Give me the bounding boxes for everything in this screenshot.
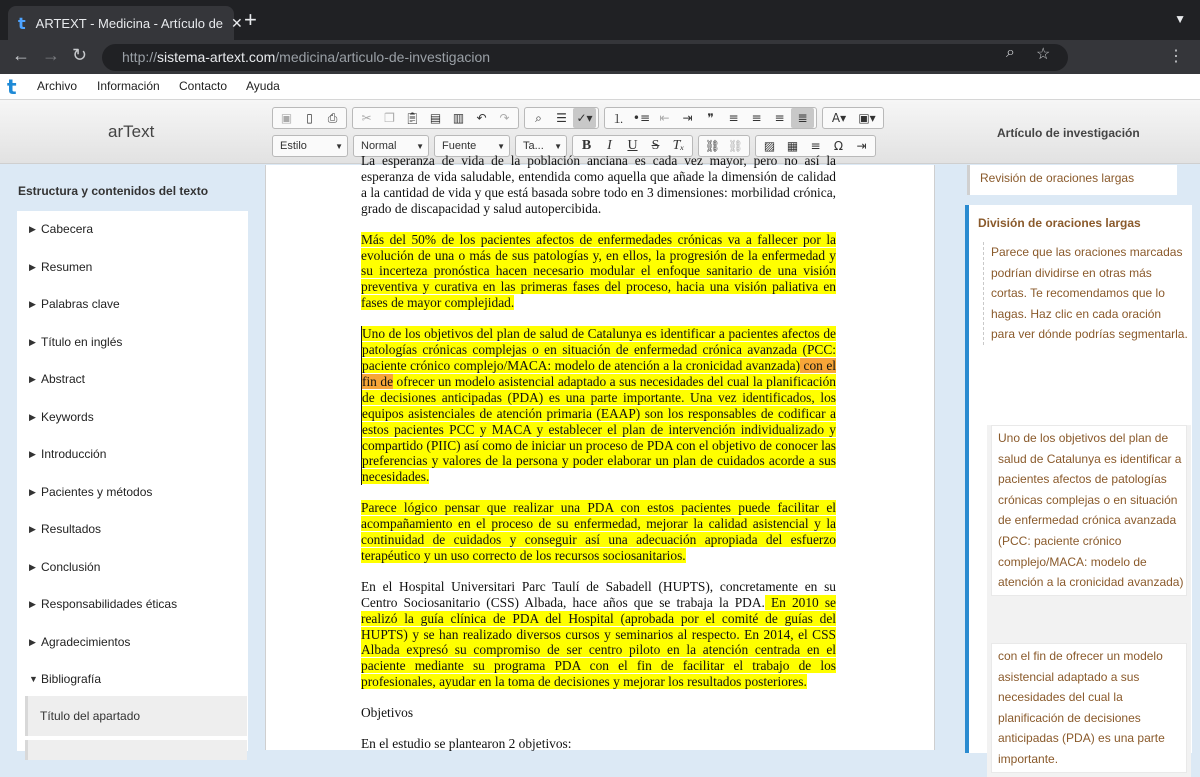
- caret-right-icon: ▶: [29, 261, 36, 272]
- clipboard-group: [352, 107, 519, 129]
- suggestion-label: Revisión de oraciones largas: [980, 171, 1135, 185]
- copy-icon[interactable]: ❐: [384, 111, 395, 125]
- section-label: Bibliografía: [41, 672, 102, 686]
- document-editor[interactable]: [265, 153, 935, 752]
- bold-icon[interactable]: B: [581, 138, 592, 153]
- section-label: Resultados: [41, 522, 102, 536]
- chevron-down-icon: ▼: [335, 141, 343, 151]
- remove-format-icon[interactable]: Tₓ: [672, 138, 685, 153]
- style-select-value: Estilo: [280, 140, 307, 152]
- caret-right-icon: ▶: [29, 299, 36, 309]
- outdent-icon[interactable]: ⇤: [659, 111, 670, 125]
- artext-logo-icon: t: [7, 75, 17, 99]
- artext-favicon-icon: t: [18, 13, 26, 33]
- section-resultados[interactable]: [17, 511, 248, 547]
- section-list: [17, 211, 248, 751]
- sentence[interactable]: En el Hospital Universitari Parc Taulí de Sabadell (HUPTS), concretamente en su Centro Sociosanitario (CSS) Albada, hace años que se trabaja la PDA.: [361, 578, 836, 610]
- section-palabras-clave[interactable]: [17, 286, 248, 322]
- align-center-icon[interactable]: ≡: [751, 111, 762, 125]
- caret-right-icon: ▶: [29, 411, 36, 422]
- paragraph[interactable]: [361, 326, 836, 485]
- bulleted-list-icon[interactable]: •≡: [632, 111, 651, 125]
- bookmark-star-icon[interactable]: ☆: [1036, 46, 1051, 63]
- font-select-value: Fuente: [442, 140, 477, 152]
- url-host: sistema-artext.com: [157, 49, 276, 65]
- caret-right-icon: ▶: [29, 336, 36, 347]
- paragraph[interactable]: [361, 579, 836, 690]
- caret-right-icon: ▶: [29, 561, 36, 572]
- image-icon[interactable]: ▨: [763, 139, 776, 153]
- menu-informacion[interactable]: Información: [97, 79, 160, 93]
- section-label: Cabecera: [41, 222, 94, 236]
- paragraph[interactable]: [361, 232, 836, 312]
- app-title: arText: [108, 122, 155, 141]
- italic-icon[interactable]: I: [607, 138, 612, 153]
- section-label: Introducción: [41, 447, 107, 461]
- special-char-icon[interactable]: Ω: [833, 139, 844, 153]
- background-color-icon[interactable]: ▣▾: [858, 111, 876, 125]
- caret-right-icon: ▶: [29, 449, 36, 459]
- caret-right-icon: ▶: [29, 224, 36, 234]
- address-bar[interactable]: [102, 44, 1068, 71]
- section-pacientes-metodos[interactable]: [17, 474, 248, 510]
- structure-panel-title: Estructura y contenidos del texto: [18, 184, 209, 198]
- suggestion-description: Parece que las oraciones marcadas podrían dividirse en otras más cortas. Te recomendamos que lo hagas. Haz clic en cada oración para ver dónde podrías segmentarla.: [983, 242, 1188, 345]
- strikethrough-icon[interactable]: S: [651, 138, 660, 153]
- zoom-icon[interactable]: ⌕: [1006, 44, 1015, 61]
- long-sentence-highlight[interactable]: En 2014, el CSS Albada expresó su compromiso de ser centro piloto en la atención centrada en el paciente mediante su programa PDA con el fin de facilitar el trabajo de los profesionales, ayudar en la toma de decisiones y mejorar los resultados posteriores.: [361, 626, 836, 690]
- section-responsabilidades[interactable]: [17, 586, 248, 622]
- chevron-down-icon: ▼: [416, 141, 424, 151]
- suggestion-card-title: División de oraciones largas: [978, 216, 1141, 230]
- section-label: Palabras clave: [41, 297, 120, 311]
- menu-ayuda[interactable]: Ayuda: [246, 79, 280, 93]
- spellcheck-icon[interactable]: ✓▾: [573, 108, 596, 128]
- close-tab-icon[interactable]: ✕: [231, 14, 243, 31]
- document-body[interactable]: [361, 153, 836, 767]
- long-sentence-highlight[interactable]: Más del 50% de los pacientes afectos de enfermedades crónicas va a fallecer por la evolución de una o más de sus patologías y, en ellos, la progresión de la enfermedad y su incerteza pronóstica hacen necesario modular el enfoque sanitario de una visión preventiva y curativa en las primeras fases del proceso, hacia una visión paliativa en fases de mayor complejidad.: [361, 231, 836, 311]
- url-prefix: http://: [122, 49, 158, 65]
- section-agradecimientos[interactable]: [17, 624, 248, 660]
- browser-menu-icon[interactable]: ⋮: [1168, 48, 1184, 65]
- unlink-icon[interactable]: ⛓: [727, 139, 744, 153]
- section-introduccion[interactable]: [17, 436, 248, 472]
- caret-right-icon: ▶: [29, 486, 36, 497]
- toolbar-row-1: [272, 106, 889, 130]
- menu-archivo[interactable]: Archivo: [37, 79, 78, 93]
- paste-word-icon[interactable]: ▥: [452, 111, 465, 125]
- list-group: [604, 107, 817, 129]
- justify-icon[interactable]: ≣: [791, 108, 814, 128]
- caret-right-icon: ▶: [29, 599, 36, 609]
- section-label: Agradecimientos: [41, 634, 131, 649]
- text-color-icon[interactable]: A▾: [831, 111, 847, 125]
- underline-icon[interactable]: U: [627, 138, 638, 153]
- section-label: Abstract: [41, 372, 86, 386]
- section-cabecera[interactable]: [17, 211, 248, 247]
- blockquote-icon[interactable]: ❞: [707, 111, 714, 125]
- paragraph[interactable]: Objetivos: [361, 705, 414, 721]
- section-label: Keywords: [41, 409, 94, 424]
- suggestions-panel: [935, 165, 1200, 766]
- section-label: Responsabilidades éticas: [41, 597, 178, 611]
- chevron-down-icon: ▼: [497, 141, 505, 151]
- new-tab-icon[interactable]: +: [244, 7, 257, 32]
- split-sentence-1[interactable]: Uno de los objetivos del plan de salud de Catalunya es identificar a pacientes afectos de patologías crónicas complejas o en situación de enfermedad crónica avanzada (PCC: paciente crónico complejo/MACA: modelo de atención a la cronicidad avanzada): [991, 425, 1187, 596]
- caret-right-icon: ▶: [29, 636, 36, 647]
- section-keywords[interactable]: [17, 399, 248, 435]
- subsection-titulo-apartado[interactable]: [25, 696, 247, 736]
- section-label: Título en inglés: [41, 334, 123, 349]
- long-sentence-highlight[interactable]: Uno de los objetivos del plan de salud de Catalunya es identificar a pacientes afectos de patologías crónicas complejas o en situación de enfermedad crónica avanzada (PCC: paciente crónico complejo/MACA: modelo de atención a la cronicidad avanzada): [362, 326, 836, 373]
- undo-icon[interactable]: ↶: [476, 111, 487, 125]
- forward-icon[interactable]: →: [42, 45, 60, 65]
- size-select-value: Ta...: [523, 140, 544, 152]
- browser-tab[interactable]: [8, 6, 243, 40]
- split-sentence-2[interactable]: con el fin de ofrecer un modelo asistencial adaptado a sus necesidades del cual la planificación de decisiones anticipadas (PDA) es una parte importante.: [991, 643, 1187, 773]
- section-abstract[interactable]: [17, 361, 248, 397]
- print-icon[interactable]: ⎙: [327, 110, 338, 125]
- save-icon[interactable]: ▣: [280, 111, 293, 125]
- menu-contacto[interactable]: Contacto: [179, 79, 228, 93]
- reload-icon[interactable]: ↻: [72, 45, 88, 65]
- suggestion-revision-oraciones[interactable]: [967, 165, 1177, 195]
- file-group: [272, 107, 347, 129]
- split-sentences-box: [987, 425, 1191, 777]
- style-select[interactable]: [272, 135, 348, 157]
- table-icon[interactable]: ▦: [786, 139, 799, 153]
- paragraph[interactable]: En el estudio se plantearon 2 objetivos:: [361, 736, 572, 752]
- align-right-icon[interactable]: ≡: [774, 111, 785, 125]
- subsection-next[interactable]: [25, 740, 247, 760]
- cut-icon[interactable]: ✂: [361, 111, 372, 125]
- long-sentence-highlight[interactable]: Parece lógico pensar que realizar una PDA con estos pacientes puede facilitar el acompañamiento en el proceso de su enfermedad, mejorar la calidad asistencial y la continuidad de cuidados y conseguir así una adecuación apropiada del esfuerzo terapéutico y un uso correcto de los recursos sociosanitarios.: [361, 500, 836, 563]
- paste-icon[interactable]: 📋︎: [404, 111, 421, 125]
- select-all-icon[interactable]: ☰: [556, 111, 567, 125]
- browser-nav-bar: [0, 40, 1200, 74]
- tab-title: ARTEXT - Medicina - Artículo de: [35, 15, 224, 31]
- caret-down-icon: ▼: [29, 674, 38, 684]
- tab-search-icon[interactable]: ▼: [1174, 12, 1186, 26]
- section-bibliografia[interactable]: [17, 661, 248, 697]
- search-group: [524, 107, 599, 129]
- horizontal-rule-icon[interactable]: ≡: [810, 139, 821, 153]
- link-icon[interactable]: ⛓: [704, 139, 721, 153]
- section-label: Conclusión: [41, 559, 101, 574]
- indent-icon[interactable]: ⇥: [682, 111, 693, 125]
- section-label: Pacientes y métodos: [41, 484, 153, 499]
- numbered-list-icon[interactable]: ⒈: [612, 111, 625, 126]
- chevron-down-icon: ▼: [554, 141, 562, 151]
- align-left-icon[interactable]: ≡: [728, 111, 739, 125]
- back-icon[interactable]: ←: [12, 45, 30, 65]
- section-label: Resumen: [41, 259, 93, 274]
- format-select-value: Normal: [361, 140, 397, 152]
- section-conclusion[interactable]: [17, 549, 248, 585]
- panel-title: Artículo de investigación: [997, 126, 1140, 140]
- paragraph[interactable]: [361, 500, 836, 564]
- find-icon[interactable]: ⌕: [535, 110, 542, 125]
- color-group: [822, 107, 884, 129]
- suggestion-card-division: [965, 205, 1192, 766]
- paragraph[interactable]: La esperanza de vida de la población anciana es cada vez mayor, pero no así la esperanza de vida saludable, entendida como aquella que añade la dimensión de calidad a la cantidad de vida y que está basada sobre todo en 3 dimensiones: morbilidad crónica, grado de discapacidad y salud autopercibida.: [361, 153, 836, 216]
- new-document-icon[interactable]: ▯: [306, 111, 313, 125]
- structure-panel: [0, 165, 265, 750]
- caret-right-icon: ▶: [29, 374, 36, 384]
- page-break-icon[interactable]: ⇥: [856, 139, 867, 153]
- long-sentence-highlight[interactable]: ofrecer un modelo asistencial adaptado a sus necesidades del cual la planificación de decisiones anticipadas (PDA) es una parte importante.: [362, 373, 836, 405]
- section-resumen[interactable]: [17, 249, 248, 285]
- redo-icon[interactable]: ↷: [499, 111, 510, 125]
- long-sentence-highlight[interactable]: En 2010 se realizó la guía clínica de PDA del Hospital (aprobada por el comité de guías del HUPTS) y se han realizado diversos cursos y seminarios al respecto.: [361, 594, 836, 642]
- section-titulo-ingles[interactable]: [17, 324, 248, 360]
- browser-tab-bar: [0, 0, 1200, 40]
- paste-text-icon[interactable]: ▤: [429, 111, 442, 125]
- caret-right-icon: ▶: [29, 524, 36, 534]
- url-path: /medicina/articulo-de-investigacion: [275, 49, 491, 65]
- long-sentence-highlight[interactable]: Una vez identificados, los equipos asistenciales de atención primaria (EAAP) son los responsables de codificar a estos pacientes PCC y MACA y establecer el plan de intervención individualizado y compartido (PIIC) así como de iniciar un proceso de PDA con el objetivo de conocer las preferencias y valores de la persona y poder elaborar un plan de cuidados acorde a sus necesidades.: [362, 389, 836, 485]
- subsection-label: Título del apartado: [40, 709, 141, 723]
- app-menu-bar: [0, 74, 1200, 100]
- split-point-highlight[interactable]: con el fin de: [362, 357, 836, 389]
